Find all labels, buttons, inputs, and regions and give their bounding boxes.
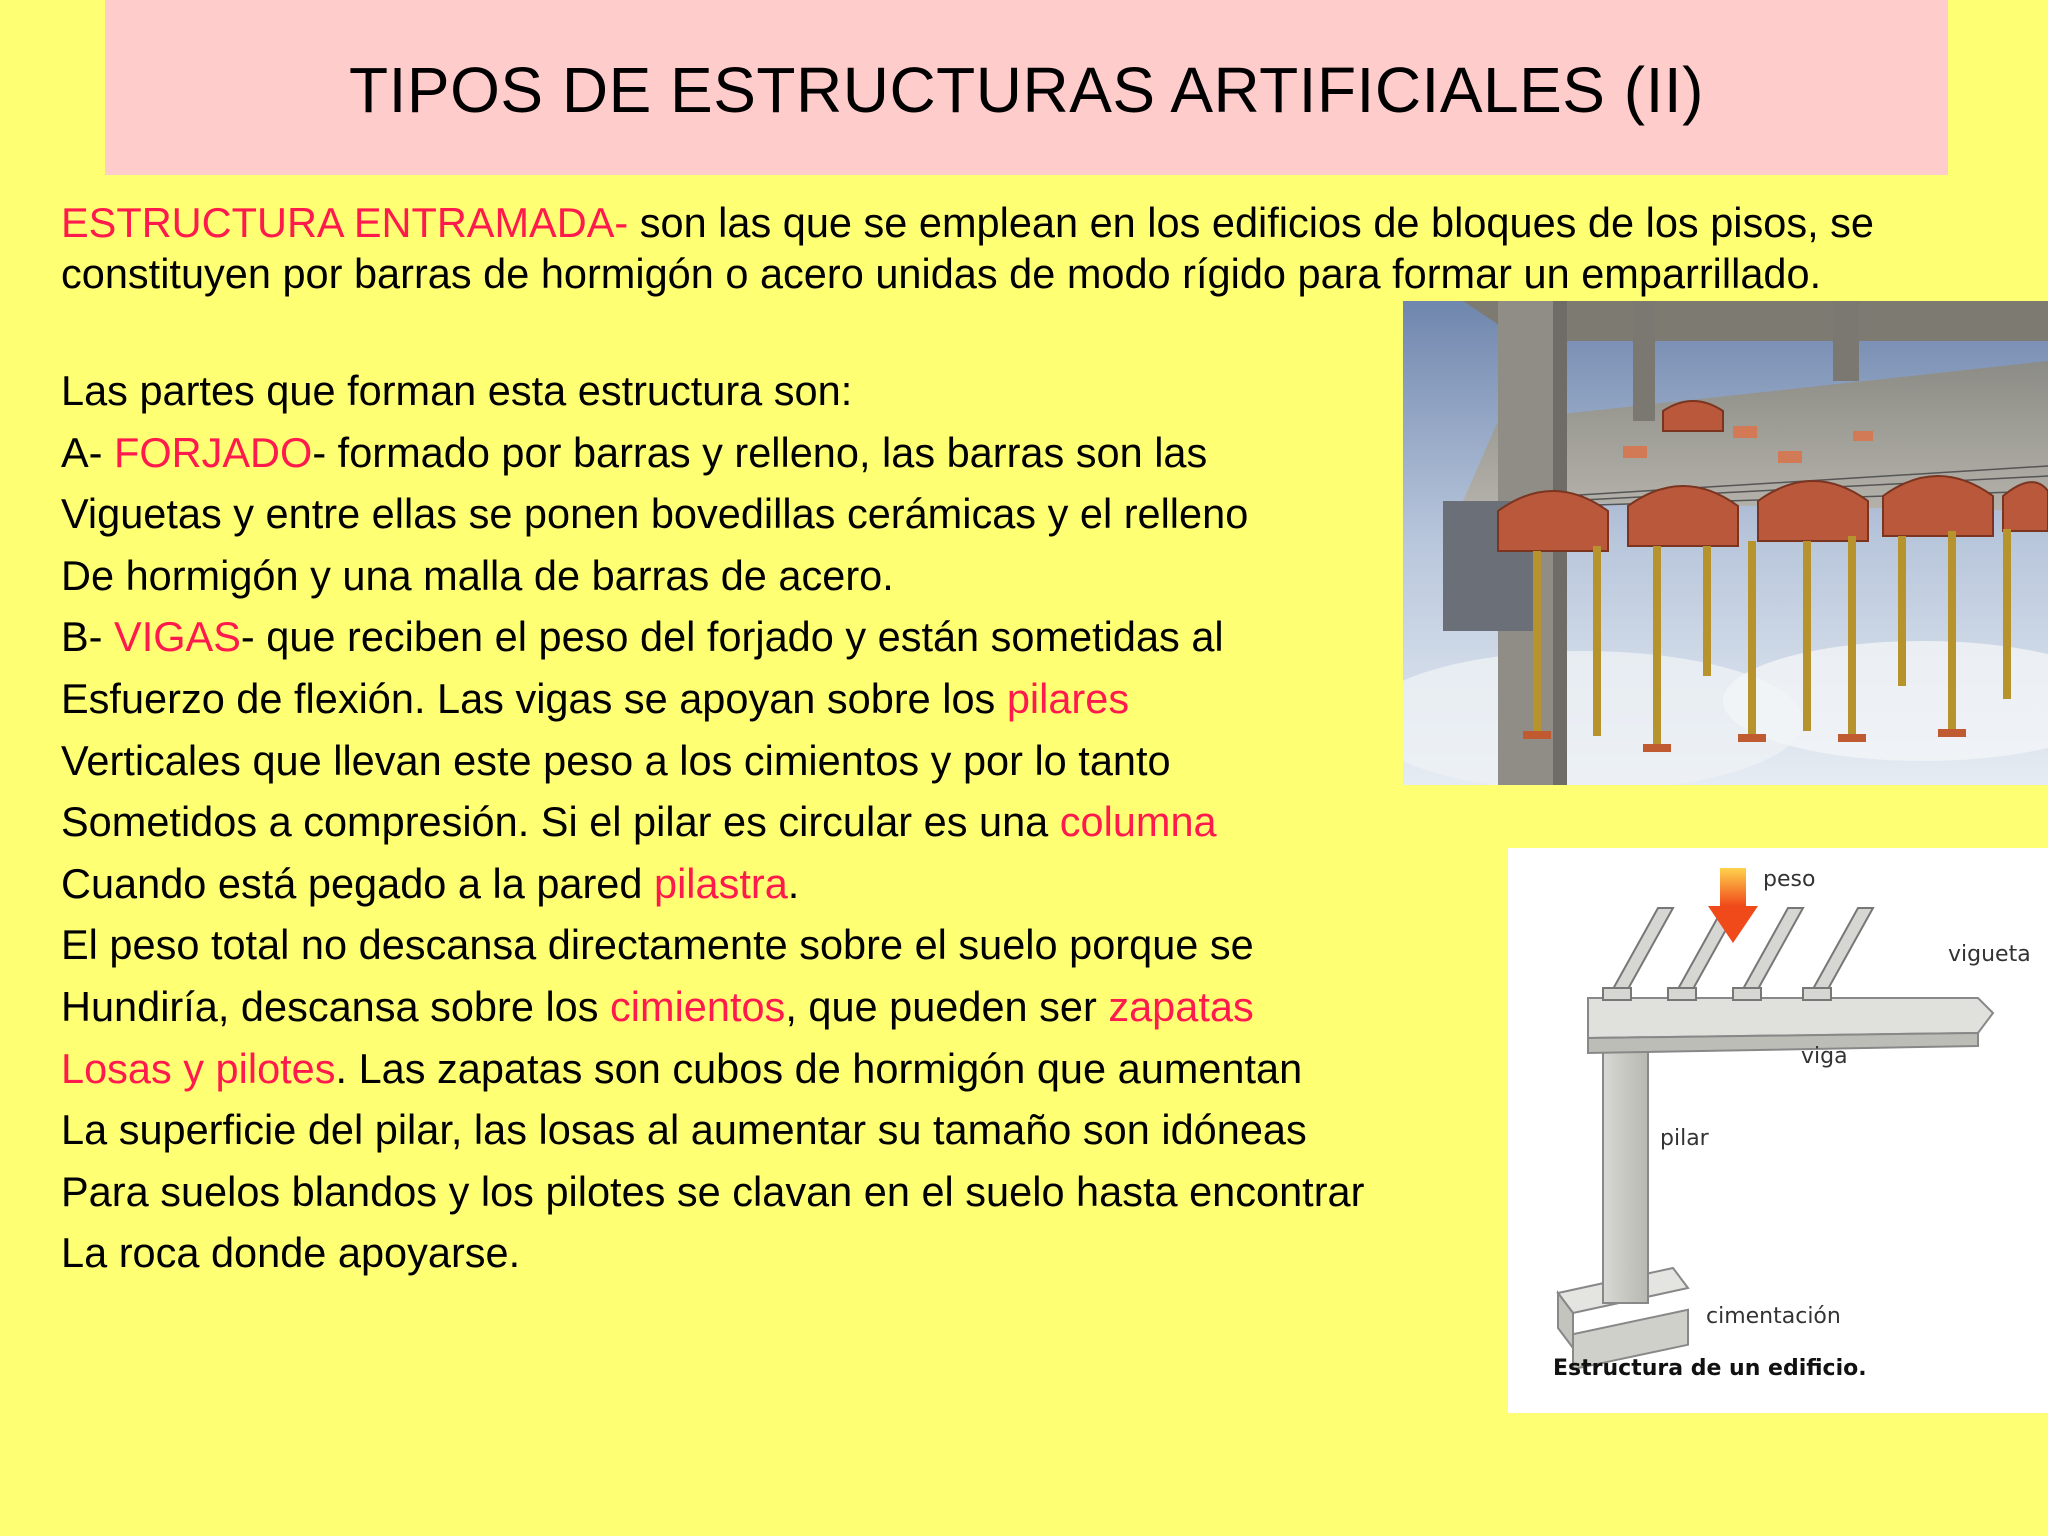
label-peso: peso <box>1763 867 1816 892</box>
line-text: Sometidos a compresión. Si el pilar es circular es una <box>61 798 1060 846</box>
line-text: - formado por barras y relleno, las barras son las <box>312 428 1208 476</box>
title-bar <box>105 0 1948 175</box>
line-text: Las partes que forman esta estructura son: <box>61 367 853 414</box>
body-line <box>61 914 1501 976</box>
line-text: Cuando está pegado a la pared <box>61 859 654 907</box>
construction-photo <box>1403 301 2048 785</box>
body-line <box>61 1161 1501 1223</box>
label-viga: viga <box>1801 1044 1848 1069</box>
line-text: B- <box>61 613 115 661</box>
intro-paragraph <box>61 197 2021 299</box>
diagram-caption: Estructura de un edificio. <box>1553 1356 1867 1381</box>
body-line <box>61 483 1501 545</box>
body-line <box>61 545 1501 607</box>
body-line <box>61 1099 1501 1161</box>
highlighted-term: pilares <box>1006 674 1130 722</box>
body-line <box>61 730 1501 792</box>
highlighted-term: pilastra <box>654 859 788 907</box>
structure-diagram <box>1508 848 2048 1413</box>
label-cimentacion: cimentación <box>1706 1304 1841 1329</box>
body-line <box>61 422 1501 484</box>
slide-title: TIPOS DE ESTRUCTURAS ARTIFICIALES (II) <box>349 53 1704 126</box>
highlighted-term: Losas y pilotes <box>61 1044 336 1092</box>
highlighted-term: FORJADO <box>114 428 313 476</box>
body-line <box>61 1038 1501 1100</box>
line-text: La superficie del pilar, las losas al aumentar su tamaño son idóneas <box>61 1106 1307 1154</box>
structure-diagram-drawing <box>1508 848 2048 1413</box>
line-text: - que reciben el peso del forjado y están sometidas al <box>240 613 1224 661</box>
highlighted-term: zapatas <box>1108 982 1254 1030</box>
body-line <box>61 1222 1501 1284</box>
line-text: De hormigón y una malla de barras de acero. <box>61 551 894 599</box>
line-text: A- <box>61 428 115 476</box>
line-text: Verticales que llevan este peso a los cimientos y por lo tanto <box>61 736 1171 784</box>
highlighted-term: cimientos <box>610 982 786 1030</box>
line-text: . Las zapatas son cubos de hormigón que aumentan <box>335 1044 1303 1092</box>
label-vigueta: vigueta <box>1948 942 2031 967</box>
body-line <box>61 668 1501 730</box>
intro-text: son las que se emplean en los edificios de bloques de los pisos, se constituyen por barras de hormigón o acero unidas de modo rígido para formar un emparrillado. <box>61 199 1874 297</box>
label-pilar: pilar <box>1660 1126 1709 1151</box>
line-text: Viguetas y entre ellas se ponen bovedillas cerámicas y el relleno <box>61 490 1249 538</box>
body-line <box>61 360 1501 422</box>
pillar-shape <box>1603 1028 1648 1303</box>
beam-shape <box>1588 998 1993 1053</box>
line-text: , que pueden ser <box>785 982 1109 1030</box>
line-text: . <box>787 859 800 907</box>
construction-illustration <box>1403 301 2048 785</box>
body-line <box>61 791 1501 853</box>
line-text: Hundiría, descansa sobre los <box>61 982 611 1030</box>
highlighted-term: VIGAS <box>114 613 241 661</box>
body-line <box>61 976 1501 1038</box>
line-text: Para suelos blandos y los pilotes se clavan en el suelo hasta encontrar <box>61 1167 1365 1215</box>
highlighted-term: columna <box>1059 798 1217 846</box>
line-text: La roca donde apoyarse. <box>61 1229 521 1277</box>
line-text: El peso total no descansa directamente sobre el suelo porque se <box>61 921 1254 969</box>
body-line <box>61 606 1501 668</box>
line-text: Esfuerzo de flexión. Las vigas se apoyan sobre los <box>61 674 1007 722</box>
body-text <box>61 360 1501 1284</box>
body-line <box>61 853 1501 915</box>
intro-term: ESTRUCTURA ENTRAMADA- <box>61 199 629 246</box>
